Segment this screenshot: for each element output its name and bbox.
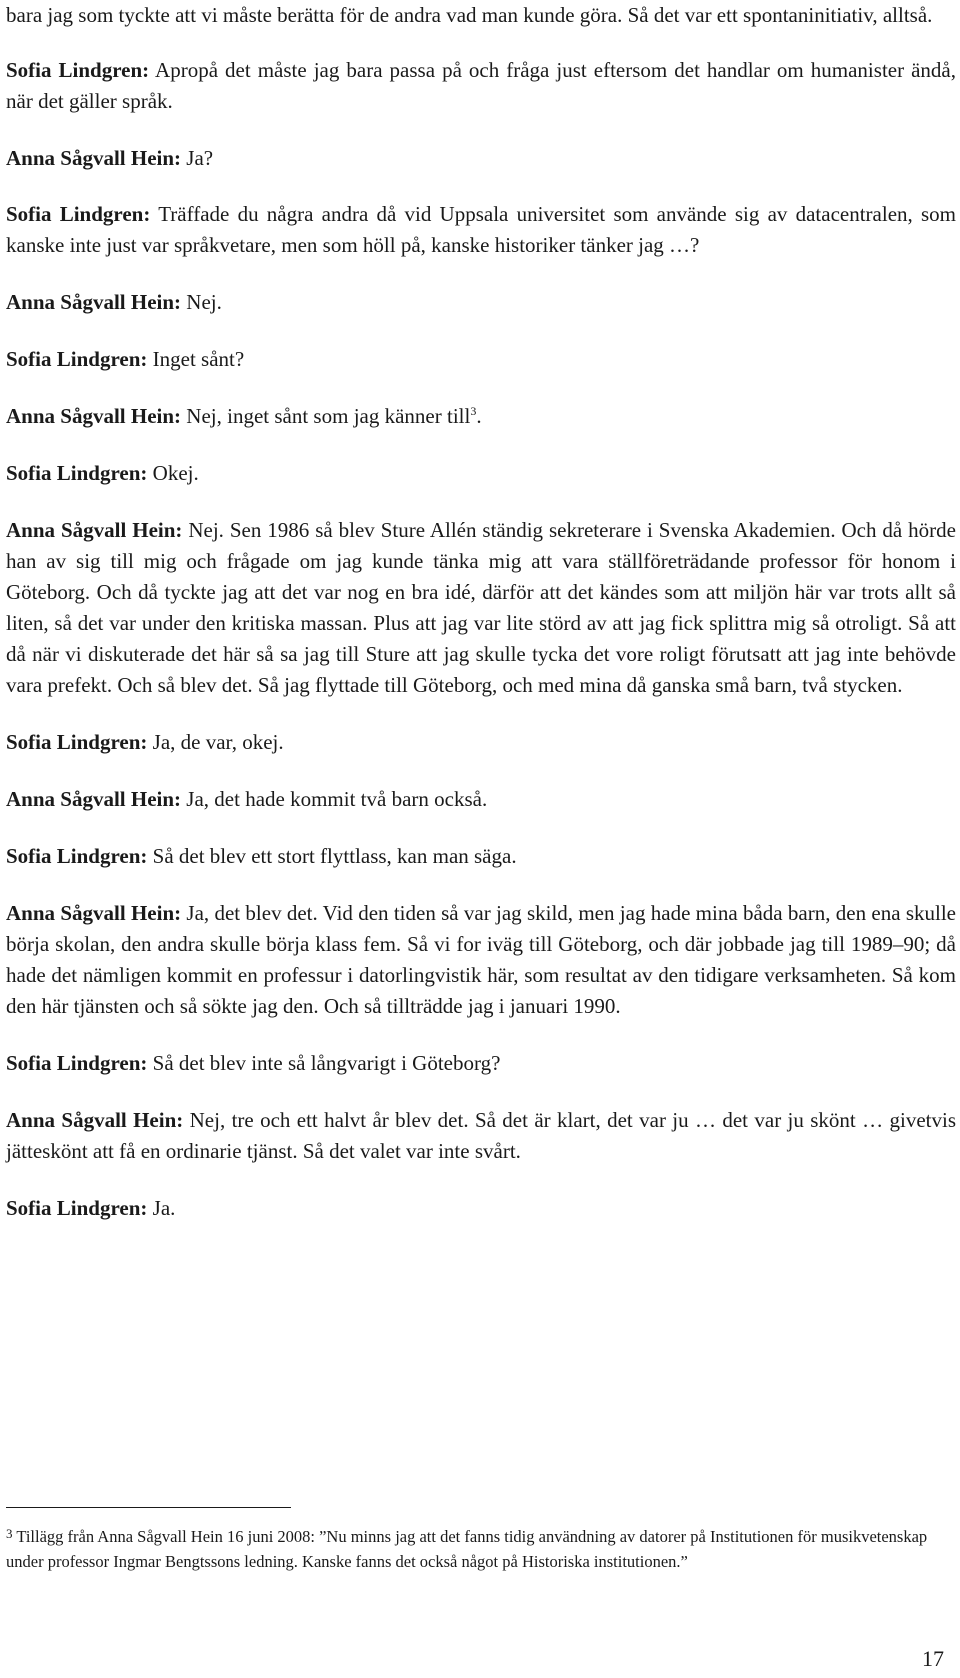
speaker-name: Sofia Lindgren: [6, 202, 151, 226]
paragraph [6, 0, 956, 31]
paragraph-text-end: . [476, 404, 482, 428]
speaker-name: Sofia Lindgren: [6, 347, 148, 371]
footnote-text: Tillägg från Anna Sågvall Hein 16 juni 2008: ”Nu minns jag att det fanns tidig användning av datorer på Institutionen för musikvetenskap under professor Ingmar Bengtssons ledning. Kanske fanns det också något på Historiska institutionen.” [6, 1527, 928, 1571]
paragraph-text: Nej, inget sånt som jag känner till [186, 404, 471, 428]
speaker-name: Anna Sågvall Hein: [6, 518, 183, 542]
paragraph-text: Nej. Sen 1986 så blev Sture Allén ständig sekreterare i Svenska Akademien. Och då hörde han av sig till mig och frågade om jag kunde tänka mig att vara ställföreträdande professor för honom i Göteborg. Och då tyckte jag att det var nog en bra idé, därför att det kändes som att miljön här var trots allt så liten, så det var under den kritiska massan. Plus att jag var lite störd av att jag fick splittra mig så otroligt. Så att då när vi diskuterade det här så sa jag till Sture att jag skulle tycka det vore roligt förutsatt att jag inte behövde vara prefekt. Och så blev det. Så jag flyttade till Göteborg, och med mina då ganska små barn, två stycken. [6, 518, 956, 697]
speaker-name: Sofia Lindgren: [6, 1196, 148, 1220]
footnote [6, 1521, 936, 1574]
paragraph [6, 401, 956, 432]
paragraph-text: Ja? [186, 146, 214, 170]
speaker-name: Anna Sågvall Hein: [6, 404, 182, 428]
speaker-name: Anna Sågvall Hein: [6, 1108, 184, 1132]
paragraph [6, 458, 956, 489]
footnote-reference: 3 [470, 404, 477, 418]
paragraph [6, 199, 956, 261]
paragraph-text: Så det blev ett stort flyttlass, kan man säga. [152, 844, 517, 868]
footnote-divider [6, 1507, 291, 1508]
paragraph [6, 143, 956, 174]
speaker-name: Sofia Lindgren: [6, 730, 148, 754]
paragraph [6, 727, 956, 758]
paragraph [6, 841, 956, 872]
paragraph-text: Okej. [152, 461, 199, 485]
speaker-name: Anna Sågvall Hein: [6, 901, 182, 925]
paragraph [6, 515, 956, 701]
speaker-name: Sofia Lindgren: [6, 461, 148, 485]
speaker-name: Sofia Lindgren: [6, 1051, 148, 1075]
transcript-body [6, 0, 956, 1250]
speaker-name: Anna Sågvall Hein: [6, 290, 182, 314]
paragraph [6, 898, 956, 1022]
paragraph-text: Ja, det blev det. Vid den tiden så var jag skild, men jag hade mina båda barn, den ena skulle börja skolan, den andra skulle börja klass fem. Så vi for iväg till Göteborg, och där jobbade jag till 1989–90; då hade det nämligen kommit en professur i datorlingvistik här, som resultat av den tidigare verksamheten. Så kom den här tjänsten och så sökte jag den. Och så tillträdde jag i januari 1990. [6, 901, 956, 1018]
paragraph [6, 287, 956, 318]
paragraph-text: bara jag som tyckte att vi måste berätta för de andra vad man kunde göra. Så det var ett spontaninitiativ, alltså. [6, 3, 933, 27]
paragraph-text: Inget sånt? [152, 347, 245, 371]
paragraph-text: Ja, de var, okej. [152, 730, 284, 754]
paragraph [6, 784, 956, 815]
paragraph-text: Ja. [152, 1196, 176, 1220]
paragraph-text: Ja, det hade kommit två barn också. [186, 787, 488, 811]
paragraph [6, 1105, 956, 1167]
paragraph-text: Träffade du några andra då vid Uppsala universitet som använde sig av datacentralen, som kanske inte just var språkvetare, men som höll på, kanske historiker tänker jag …? [6, 202, 956, 257]
speaker-name: Sofia Lindgren: [6, 58, 150, 82]
paragraph-text: Apropå det måste jag bara passa på och fråga just eftersom det handlar om humanister ändå, när det gäller språk. [6, 58, 956, 113]
paragraph-text: Nej, tre och ett halvt år blev det. Så det är klart, det var ju … det var ju skönt … givetvis jätteskönt att få en ordinarie tjänst. Så det valet var inte svårt. [6, 1108, 956, 1163]
paragraph [6, 1048, 956, 1079]
speaker-name: Anna Sågvall Hein: [6, 787, 182, 811]
footnote-number: 3 [6, 1526, 13, 1541]
page-number: 17 [922, 1646, 944, 1671]
paragraph [6, 344, 956, 375]
speaker-name: Anna Sågvall Hein: [6, 146, 182, 170]
speaker-name: Sofia Lindgren: [6, 844, 148, 868]
paragraph [6, 55, 956, 117]
paragraph-text: Nej. [186, 290, 222, 314]
paragraph-text: Så det blev inte så långvarigt i Göteborg? [152, 1051, 501, 1075]
paragraph [6, 1193, 956, 1224]
